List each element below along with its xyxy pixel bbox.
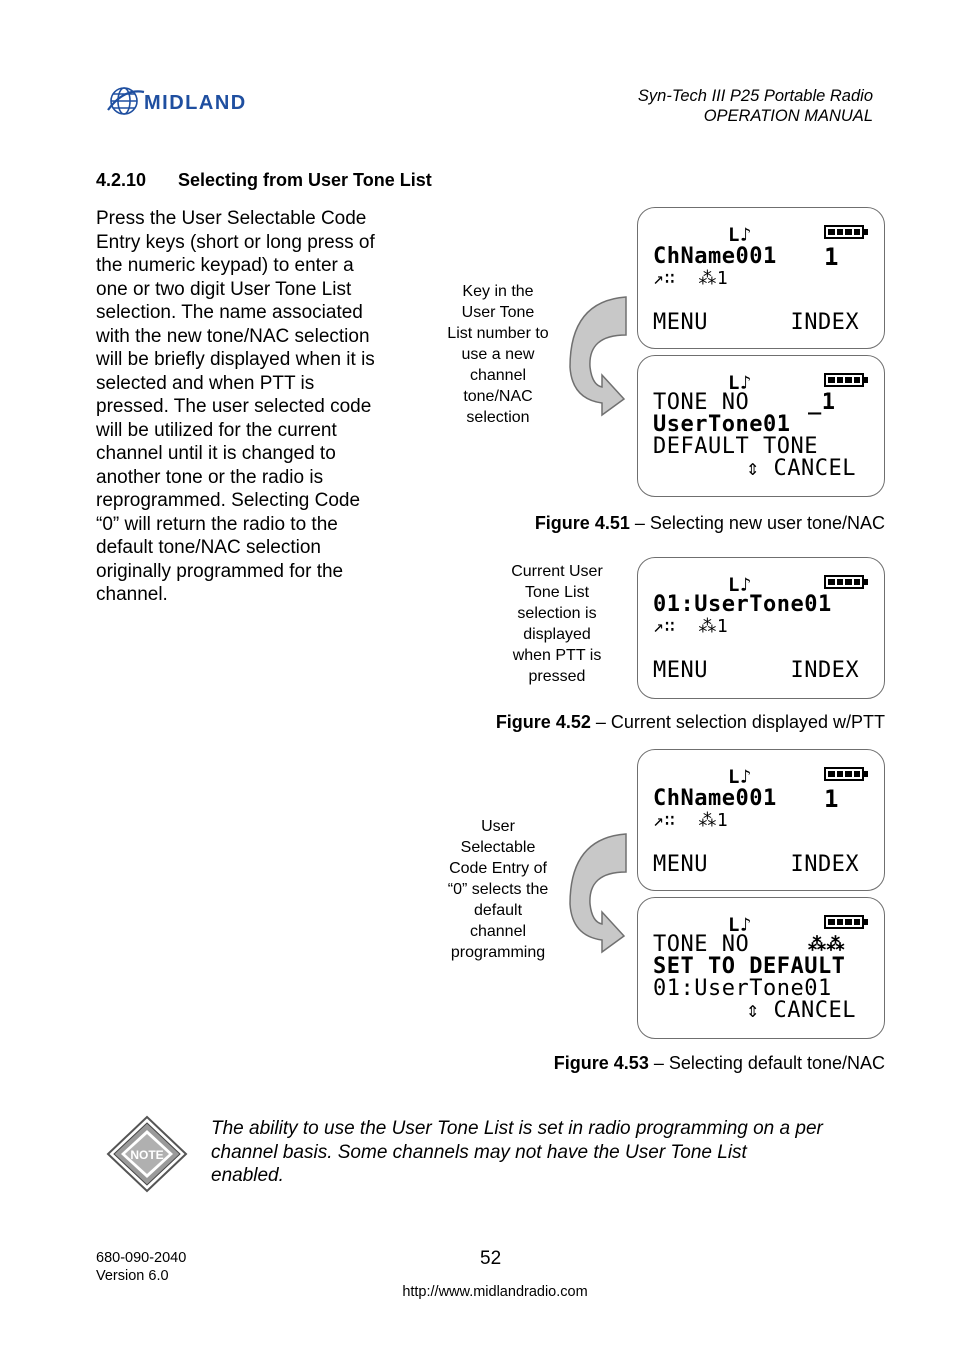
curved-arrow-icon (568, 295, 628, 420)
body-line: originally programmed for the (96, 560, 344, 582)
tone-no-entry: _1 (808, 390, 836, 415)
tone-no-label: TONE NO (653, 390, 750, 415)
body-line: with the new tone/NAC selection (96, 325, 370, 347)
label-line: Selectable (460, 839, 536, 856)
radio-screen-channel (637, 207, 885, 349)
section-number: 4.2.10 (96, 170, 147, 190)
figure-caption-text: – Selecting default tone/NAC (648, 1053, 885, 1073)
scan-indicators: ↗∷ ⁂1 (653, 268, 729, 289)
softkey-labels: MENU INDEX (653, 658, 860, 683)
doc-number: 680-090-2040 (96, 1250, 187, 1266)
logo-text: MIDLAND (144, 92, 247, 114)
softkey-labels: MENU INDEX (653, 310, 860, 335)
figure-caption (554, 1053, 885, 1074)
label-line: selection is (517, 605, 597, 622)
label-line: tone/NAC (463, 388, 533, 405)
label-line: Current User (511, 563, 603, 580)
label-line: use a new (461, 346, 535, 363)
curved-arrow-icon (568, 832, 628, 957)
channel-name: ChName001 (653, 786, 777, 811)
current-tone: 01:UserTone01 (653, 976, 832, 1001)
fig51-label (436, 281, 560, 428)
note-line: enabled. (211, 1165, 284, 1186)
scan-indicators: ↗∷ ⁂1 (653, 810, 729, 831)
note-line: The ability to use the User Tone List is set in radio programming on a per (211, 1118, 823, 1139)
figure-caption (496, 712, 885, 733)
fig53-label (436, 816, 560, 963)
body-line: selected and when PTT is (96, 372, 315, 394)
radio-screen-channel (637, 749, 885, 891)
note-text (211, 1117, 881, 1188)
tone-no-label: TONE NO (653, 932, 750, 957)
label-line: pressed (528, 668, 586, 685)
battery-icon (824, 225, 864, 239)
body-paragraph (96, 207, 408, 607)
tone-no-entry: ⁂⁂ (808, 934, 845, 955)
label-line: “0” selects the (447, 881, 549, 898)
status-icons: L♪ (728, 224, 752, 246)
section-title: Selecting from User Tone List (178, 170, 432, 190)
footer-url[interactable]: http://www.midlandradio.com (402, 1284, 588, 1300)
channel-name: ChName001 (653, 244, 777, 269)
midland-logo (106, 80, 301, 122)
body-line: reprogrammed. Selecting Code (96, 490, 361, 511)
body-line: another tone or the radio is (96, 466, 324, 488)
label-line: User Tone (461, 304, 535, 321)
cancel-softkey: ⇕ CANCEL (746, 456, 856, 481)
softkey-labels: MENU INDEX (653, 852, 860, 877)
battery-icon (824, 575, 864, 589)
doc-version: Version 6.0 (96, 1268, 169, 1284)
label-line: selection (466, 409, 530, 426)
selected-tone: 01:UserTone01 (653, 592, 832, 617)
cancel-softkey: ⇕ CANCEL (746, 998, 856, 1023)
scan-indicators: ↗∷ ⁂1 (653, 616, 729, 637)
body-line: channel until it is changed to (96, 443, 336, 464)
note-line: channel basis. Some channels may not have the User Tone List (211, 1141, 747, 1163)
figure-number: Figure 4.53 (553, 1053, 649, 1073)
body-line: Entry keys (short or long press of (96, 231, 375, 253)
body-line: the numeric keypad) to enter a (96, 255, 354, 276)
figure-number: Figure 4.51 (534, 513, 630, 533)
body-line: “0” will return the radio to the (96, 513, 338, 535)
label-line: List number to (447, 325, 549, 342)
fig52-label (496, 561, 618, 687)
figure-caption-text: – Selecting new user tone/NAC (629, 513, 885, 533)
body-line: will be briefly displayed when it is (96, 349, 375, 370)
label-line: channel (469, 923, 527, 940)
body-line: will be utilized for the current (96, 419, 337, 441)
note-icon-label: NOTE (130, 1148, 164, 1162)
header-title: Syn-Tech III P25 Portable Radio (637, 87, 873, 105)
status-icons: L♪ (728, 914, 752, 936)
label-line: User (481, 818, 515, 835)
label-line: Key in the (462, 283, 534, 300)
channel-number: 1 (824, 785, 839, 813)
label-line: Code Entry of (449, 860, 547, 877)
header-subtitle: OPERATION MANUAL (703, 107, 873, 125)
label-line: programming (450, 944, 546, 961)
radio-screen-tone-no (637, 355, 885, 497)
figure-number: Figure 4.52 (495, 712, 591, 732)
channel-number: 1 (824, 243, 839, 271)
body-line: channel. (96, 584, 168, 605)
globe-icon (108, 88, 144, 114)
label-line: channel (469, 367, 527, 384)
status-icons: L♪ (728, 372, 752, 394)
default-tone-label: DEFAULT TONE (653, 434, 818, 459)
body-line: Press the User Selectable Code (96, 208, 367, 229)
label-line: default (473, 902, 523, 919)
page-number: 52 (480, 1248, 502, 1269)
set-to-default: SET TO DEFAULT (653, 954, 846, 979)
battery-icon (824, 373, 864, 387)
body-line: default tone/NAC selection (96, 537, 321, 558)
body-line: selection. The name associated (96, 302, 363, 323)
figure-caption-text: – Current selection displayed w/PTT (590, 712, 885, 732)
status-icons: L♪ (728, 574, 752, 596)
label-line: Tone List (524, 584, 590, 601)
battery-icon (824, 915, 864, 929)
radio-screen-set-default (637, 897, 885, 1039)
body-line: pressed. The user selected code (96, 396, 372, 417)
radio-screen-ptt (637, 557, 885, 699)
label-line: displayed (523, 626, 591, 643)
tone-name: UserTone01 (653, 412, 791, 437)
status-icons: L♪ (728, 766, 752, 788)
figure-caption (535, 513, 885, 534)
label-line: when PTT is (512, 647, 602, 664)
body-line: one or two digit User Tone List (96, 278, 352, 300)
note-icon (106, 1115, 188, 1193)
battery-icon (824, 767, 864, 781)
